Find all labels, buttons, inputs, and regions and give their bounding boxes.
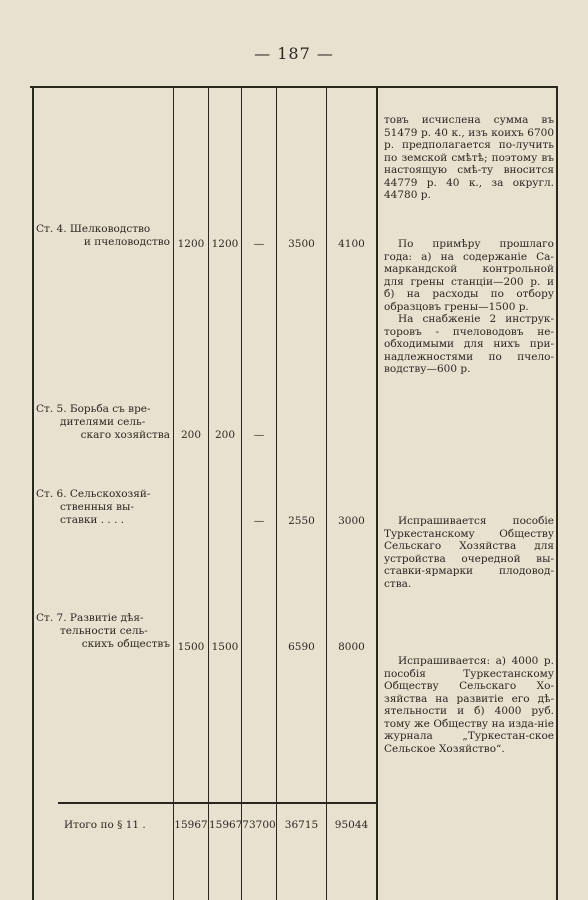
table-cell: 3000: [338, 515, 365, 527]
total-label: Итого по § 11 .: [64, 819, 146, 831]
table-cell: 4100: [338, 238, 365, 250]
table-row-label: Ст. 6. Сельскохозяй- ственныя вы- ставки . . . .: [36, 488, 151, 526]
table-row-label: Ст. 7. Развитіе дѣя- тельности сель- скихъ обществъ: [36, 612, 170, 650]
column-rule: [326, 86, 327, 900]
table-cell: 1200: [211, 238, 239, 250]
column-rule: [32, 86, 34, 900]
total-cell: 15967: [174, 819, 208, 831]
table-cell: —: [253, 238, 265, 250]
total-cell: 36715: [284, 819, 319, 831]
note-paragraph: товъ исчислена сумма въ 51479 р. 40 к., изъ коихъ 6700 р. предполагается по-лучить по земской смѣтѣ; поэтому въ настоящую смѣ-ту вносится 44779 р. 40 к., за округл. 44780 р.: [384, 114, 554, 201]
column-rule: [173, 86, 174, 900]
total-cell: 95044: [334, 819, 369, 831]
table-cell: —: [253, 429, 265, 441]
column-rule: [241, 86, 242, 900]
column-rule: [276, 86, 277, 900]
table-cell: 2550: [288, 515, 315, 527]
table-cell: 1500: [177, 641, 205, 653]
note-paragraph: По примѣру прошлаго года: а) на содержаніе Са-маркандской контрольной для грены станціи—200 р. и б) на расходы по отбору образцовъ грены—1500 р. На снабженіе 2 инструк-торовъ - пчеловодовъ не-обходимыми для нихъ при-надлежностями по пчело-водству—600 р.: [384, 238, 554, 375]
total-cell: 15967: [209, 819, 243, 831]
table-row-label: Ст. 4. Шелководство и пчеловодство: [36, 223, 170, 248]
table-cell: 200: [180, 429, 202, 441]
table-row-label: Ст. 5. Борьба съ вре- дителями сель- скаго хозяйства: [36, 403, 170, 441]
total-cell: 73700: [242, 819, 276, 831]
table-cell: 8000: [338, 641, 365, 653]
column-rule: [208, 86, 209, 900]
note-paragraph: Испрашивается пособіе Туркестанскому Обществу Сельскаго Хозяйства для устройства очередной вы-ставки-ярмарки плодовод-ства.: [384, 515, 554, 590]
table-cell: 1200: [177, 238, 205, 250]
column-rule: [556, 86, 558, 900]
note-paragraph: Испрашивается: а) 4000 р. пособія Туркестанскому Обществу Сельскаго Хо-зяйства на развитіе его дѣ-ятельности и б) 4000 руб. тому же Обществу на изда-ніе журнала „Туркестан-ское Сельское Хозяйство“.: [384, 655, 554, 755]
table-cell: 1500: [211, 641, 239, 653]
total-rule: [58, 802, 376, 804]
table-top-rule: [30, 86, 558, 88]
page-number: — 187 —: [254, 44, 334, 63]
table-cell: —: [253, 515, 265, 527]
table-cell: 6590: [288, 641, 315, 653]
table-cell: 200: [214, 429, 236, 441]
column-rule: [376, 86, 378, 900]
table-cell: 3500: [288, 238, 315, 250]
